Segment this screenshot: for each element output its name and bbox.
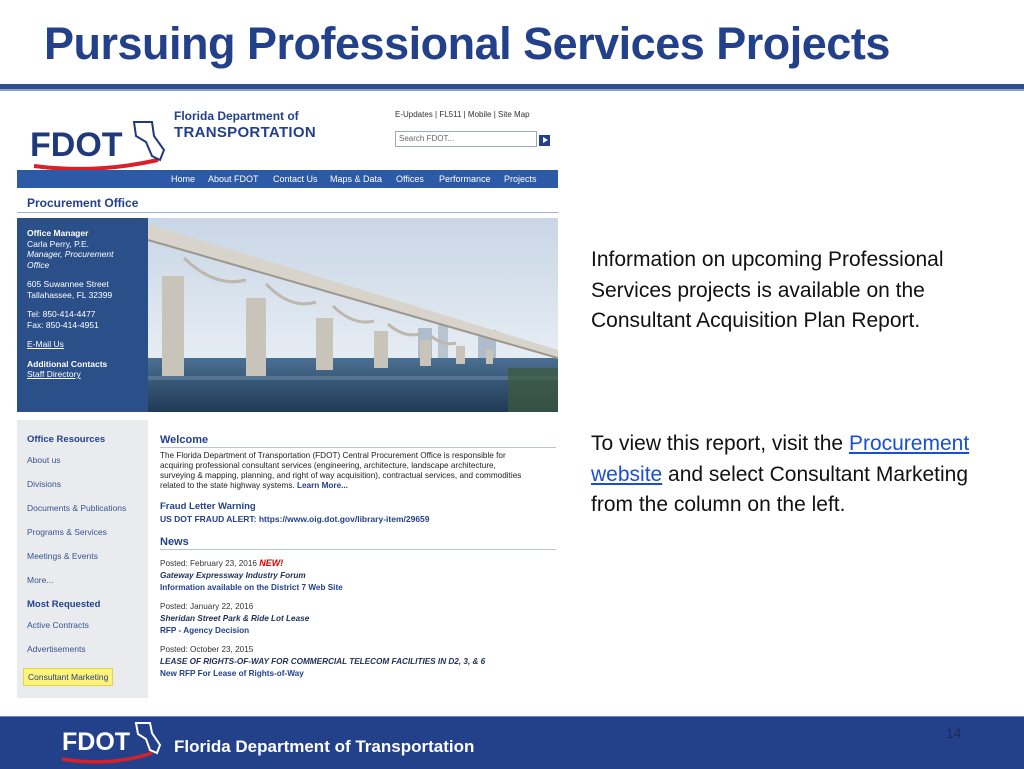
office-manager-label: Office Manager bbox=[27, 228, 89, 238]
nav-home[interactable]: Home bbox=[171, 174, 196, 184]
slide-title: Pursuing Professional Services Projects bbox=[44, 18, 890, 69]
sidebar-item-about[interactable]: About us bbox=[27, 455, 61, 465]
fraud-heading: Fraud Letter Warning bbox=[160, 501, 256, 512]
sidebar-item-documents[interactable]: Documents & Publications bbox=[27, 503, 127, 513]
footer-bar bbox=[0, 716, 1024, 769]
fdot-footer-logo-icon bbox=[60, 719, 164, 765]
additional-contacts-label: Additional Contacts bbox=[27, 358, 108, 369]
learn-more-link[interactable]: Learn More... bbox=[297, 481, 348, 490]
news-heading: News bbox=[160, 536, 556, 550]
search-input[interactable]: Search FDOT... bbox=[395, 131, 537, 147]
new-badge: NEW! bbox=[259, 558, 284, 568]
news-title-link[interactable]: Sheridan Street Park & Ride Lot Lease bbox=[160, 614, 310, 623]
procurement-website-screenshot bbox=[17, 100, 558, 698]
sidebar-item-more[interactable]: More... bbox=[27, 575, 54, 585]
dept-name-line1: Florida Department of bbox=[174, 109, 299, 123]
svg-text:FDOT: FDOT bbox=[62, 728, 131, 756]
dept-name-line2: TRANSPORTATION bbox=[174, 124, 316, 141]
sidebar-item-divisions[interactable]: Divisions bbox=[27, 479, 62, 489]
manager-title: Manager, Procurement bbox=[27, 249, 114, 259]
address-line2: Tallahassee, FL 32399 bbox=[27, 289, 113, 300]
main-nav bbox=[17, 170, 558, 188]
address-line1: 605 Suwannee Street bbox=[27, 279, 109, 289]
contact-panel bbox=[17, 218, 148, 412]
fraud-alert-link[interactable]: US DOT FRAUD ALERT: https://www.oig.dot.gov/library-item/29659 bbox=[160, 514, 430, 524]
manager-title-2: Office bbox=[27, 259, 50, 270]
instructions-paragraph: To view this report, visit the Procurement website and select Consultant Marketing from the column on the left. bbox=[591, 432, 970, 516]
welcome-text: The Florida Department of Transportation (FDOT) Central Procurement Office is responsible for acquiring professional consultant services (engineering, architecture, landscape architecture, surveying & mapping, planning, and right of way acquisition), contractual services, and commodities related to the state highway systems. Learn More... bbox=[160, 451, 522, 490]
most-requested-heading: Most Requested bbox=[27, 599, 101, 610]
nav-about[interactable]: About FDOT bbox=[208, 174, 259, 184]
main-content bbox=[160, 434, 556, 680]
fdot-logo-icon bbox=[26, 116, 176, 176]
office-resources-heading: Office Resources bbox=[27, 434, 106, 445]
news-sub-link[interactable]: New RFP For Lease of Rights-of-Way bbox=[160, 669, 304, 678]
tel: Tel: 850-414-4477 bbox=[27, 309, 96, 319]
news-item: Posted: January 22, 2016 Sheridan Street Park & Ride Lot Lease RFP - Agency Decision bbox=[160, 601, 556, 637]
manager-name: Carla Perry, P.E. bbox=[27, 238, 90, 249]
nav-performance[interactable]: Performance bbox=[439, 174, 491, 184]
sidebar-item-meetings[interactable]: Meetings & Events bbox=[27, 551, 98, 561]
sidebar-item-advertisements[interactable]: Advertisements bbox=[27, 644, 86, 654]
info-paragraph: Information on upcoming Professional Services projects is available on the Consultant Acquisition Plan Report. bbox=[591, 248, 944, 332]
staff-directory-link[interactable]: Staff Directory bbox=[27, 369, 81, 379]
fax: Fax: 850-414-4951 bbox=[27, 319, 99, 330]
news-item: Posted: February 23, 2016 NEW! Gateway Expressway Industry Forum Information available on the District 7 Web Site bbox=[160, 557, 556, 594]
footer-text: Florida Department of Transportation bbox=[174, 737, 475, 756]
welcome-heading: Welcome bbox=[160, 434, 556, 448]
sidebar-item-consultant-marketing[interactable]: Consultant Marketing bbox=[23, 668, 113, 686]
sidebar-item-programs[interactable]: Programs & Services bbox=[27, 527, 107, 537]
sidebar bbox=[17, 420, 148, 698]
news-sub-link[interactable]: Information available on the District 7 Web Site bbox=[160, 583, 343, 592]
news-sub-link[interactable]: RFP - Agency Decision bbox=[160, 626, 250, 635]
nav-maps[interactable]: Maps & Data bbox=[330, 174, 383, 184]
sidebar-item-active-contracts[interactable]: Active Contracts bbox=[27, 620, 89, 630]
top-links[interactable]: E-Updates | FL511 | Mobile | Site Map bbox=[395, 110, 530, 119]
news-title-link[interactable]: Gateway Expressway Industry Forum bbox=[160, 571, 306, 580]
bridge-photo bbox=[148, 218, 558, 412]
email-link[interactable]: E-Mail Us bbox=[27, 339, 64, 349]
title-divider bbox=[0, 84, 1024, 91]
page-title: Procurement Office bbox=[27, 196, 139, 210]
news-title-link[interactable]: LEASE OF RIGHTS-OF-WAY FOR COMMERCIAL TELECOM FACILITIES IN D2, 3, & 6 bbox=[160, 657, 486, 666]
page-title-divider bbox=[17, 212, 558, 213]
procurement-website-link[interactable]: Procurement website bbox=[591, 432, 970, 486]
nav-offices[interactable]: Offices bbox=[396, 174, 424, 184]
page-number: 14 bbox=[946, 725, 962, 741]
nav-projects[interactable]: Projects bbox=[504, 174, 537, 184]
nav-contact[interactable]: Contact Us bbox=[273, 174, 318, 184]
svg-text:FDOT: FDOT bbox=[30, 126, 123, 164]
news-item: Posted: October 23, 2015 LEASE OF RIGHTS-OF-WAY FOR COMMERCIAL TELECOM FACILITIES IN D2, 3, & 6 New RFP For Lease of Rights-of-Way bbox=[160, 644, 556, 680]
search-go-button[interactable] bbox=[539, 135, 550, 146]
